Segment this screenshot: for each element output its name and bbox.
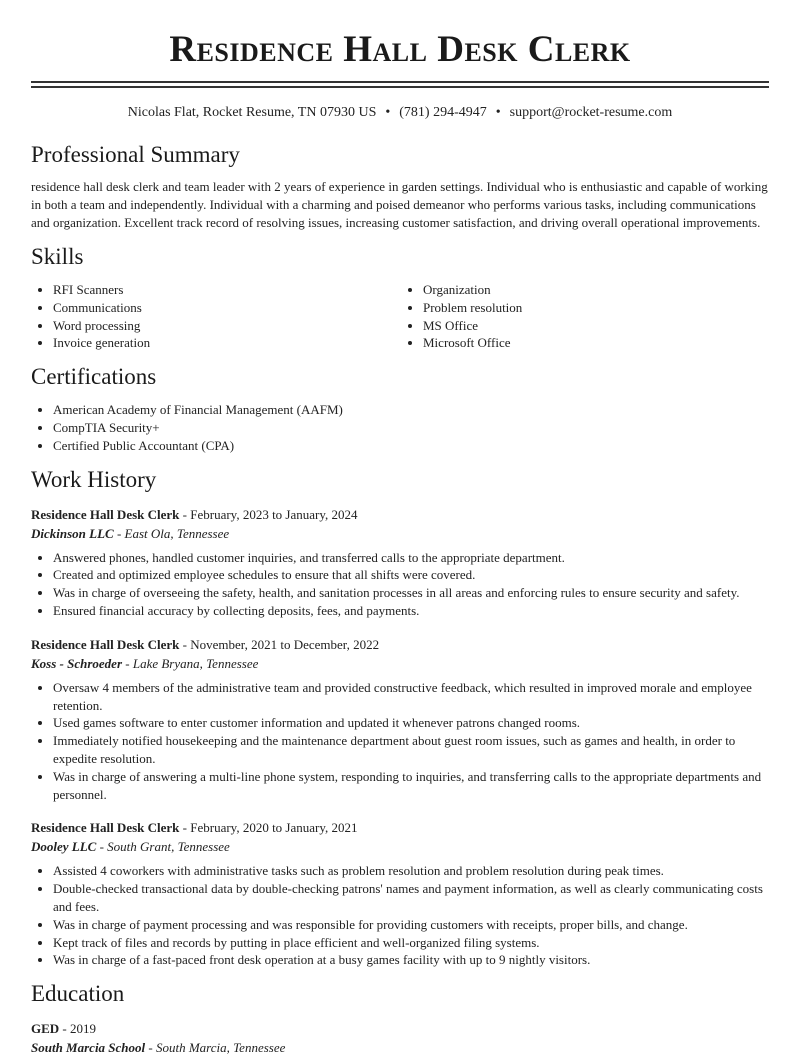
job-bullets [31,549,771,620]
skill-item: • Word processing [53,317,401,335]
candidate-name: Residence Hall Desk Clerk [169,29,631,70]
job-company-line [31,524,771,543]
education-school-line [31,1038,771,1057]
skill-item: • MS Office [423,317,771,335]
job-title: Residence Hall Desk Clerk [31,820,180,836]
work-history-section [31,465,771,970]
certifications-list [31,401,771,454]
job-dates: - November, 2021 to December, 2022 [179,636,380,652]
job-location: - Lake Bryana, Tennessee [122,655,259,671]
job-dates: - February, 2020 to January, 2021 [179,820,358,836]
job-entry [31,635,771,804]
skills-section [31,242,771,352]
resume-content [31,140,771,1057]
job-company: Dooley LLC [31,839,97,855]
header-rule-top [31,81,769,83]
job-title-line [31,505,771,524]
contact-separator: • [385,105,391,120]
job-bullet: • Oversaw 4 members of the administrative team and provided constructive feedback, which resulted in improved morale and employee retention. [53,679,771,715]
education-year: - 2019 [59,1021,97,1037]
job-entry [31,505,771,620]
job-bullet: • Was in charge of overseeing the safety, health, and sanitation processes in all areas and enforcing rules to ensure security and safety. [53,584,771,602]
job-bullets [31,862,771,969]
certifications-section [31,362,771,454]
contact-phone: (781) 294-4947 [399,105,487,120]
skill-item: • Organization [423,281,771,299]
job-location: - South Grant, Tennessee [96,839,230,855]
job-bullet: • Created and optimized employee schedules to ensure that all shifts were covered. [53,566,771,584]
job-title-line [31,635,771,654]
job-bullet: • Ensured financial accuracy by collecting deposits, fees, and payments. [53,602,771,620]
skill-item: • Invoice generation [53,334,401,352]
job-bullet: • Immediately notified housekeeping and the maintenance department about guest room issues, such as games and health, in order to expedite resolution. [53,732,771,768]
skill-item: • RFI Scanners [53,281,401,299]
skills-list-left [31,281,401,352]
education-school: South Marcia School [31,1040,146,1056]
education-degree: GED [31,1021,60,1037]
certification-item: • American Academy of Financial Management (AAFM) [53,401,771,419]
job-bullet: • Kept track of files and records by putting in place efficient and well-organized filing systems. [53,934,771,952]
summary-heading: Professional Summary [31,142,240,167]
contact-address: Nicolas Flat, Rocket Resume, TN 07930 US [127,105,377,120]
skill-item: • Communications [53,299,401,317]
work-history-heading: Work History [31,466,157,492]
header-rule-bottom [31,86,769,88]
skills-heading: Skills [31,244,84,269]
job-company-line [31,837,771,856]
job-bullet: • Was in charge of answering a multi-line phone system, responding to inquiries, and transferring calls to the appropriate departments and personnel. [53,768,771,804]
job-location: - East Ola, Tennessee [113,525,230,541]
education-heading: Education [31,981,125,1007]
skills-columns [31,281,771,352]
job-dates: - February, 2023 to January, 2024 [179,506,358,522]
job-title-line [31,818,771,837]
job-company: Koss - Schroeder [31,655,123,671]
job-bullet: • Assisted 4 coworkers with administrative tasks such as problem resolution and problem resolution during peak times. [53,862,771,880]
job-bullet: • Used games software to enter customer information and updated it whenever patrons changed rooms. [53,714,771,732]
job-bullet: • Answered phones, handled customer inquiries, and transferred calls to the appropriate department. [53,549,771,567]
job-title: Residence Hall Desk Clerk [31,636,180,652]
contact-line [0,105,800,121]
skill-item: • Microsoft Office [423,334,771,352]
education-section [31,979,771,1057]
certifications-heading: Certifications [31,364,157,390]
job-company: Dickinson LLC [31,525,114,541]
certification-item: • CompTIA Security+ [53,419,771,437]
contact-separator: • [495,105,501,120]
education-location: - South Marcia, Tennessee [145,1040,286,1056]
job-bullet: • Was in charge of payment processing and was responsible for providing customers with receipts, proper bills, and change. [53,916,771,934]
job-company-line [31,654,771,673]
job-bullet: • Was in charge of a fast-paced front desk operation at a busy games facility with up to 9 nightly visitors. [53,951,771,969]
job-title: Residence Hall Desk Clerk [31,506,180,522]
job-entry [31,818,771,969]
contact-email: support@rocket-resume.com [509,105,673,120]
education-degree-line [31,1019,771,1038]
skills-list-right [401,281,771,352]
certification-item: • Certified Public Accountant (CPA) [53,437,771,455]
skill-item: • Problem resolution [423,299,771,317]
summary-text: residence hall desk clerk and team leader with 2 years of experience in garden settings. Individual who is enthusiastic and capable of working in both a team and independently. Individual with a charming and poised demeanor who performs various tasks, including communications and organization. Excellent track record of resolving issues, increasing customer satisfaction, and driving overall operational improvements. [31,179,768,230]
job-bullets [31,679,771,804]
job-bullet: • Double-checked transactional data by double-checking patrons' names and payment information, as well as clearly communicating costs and fees. [53,880,771,916]
